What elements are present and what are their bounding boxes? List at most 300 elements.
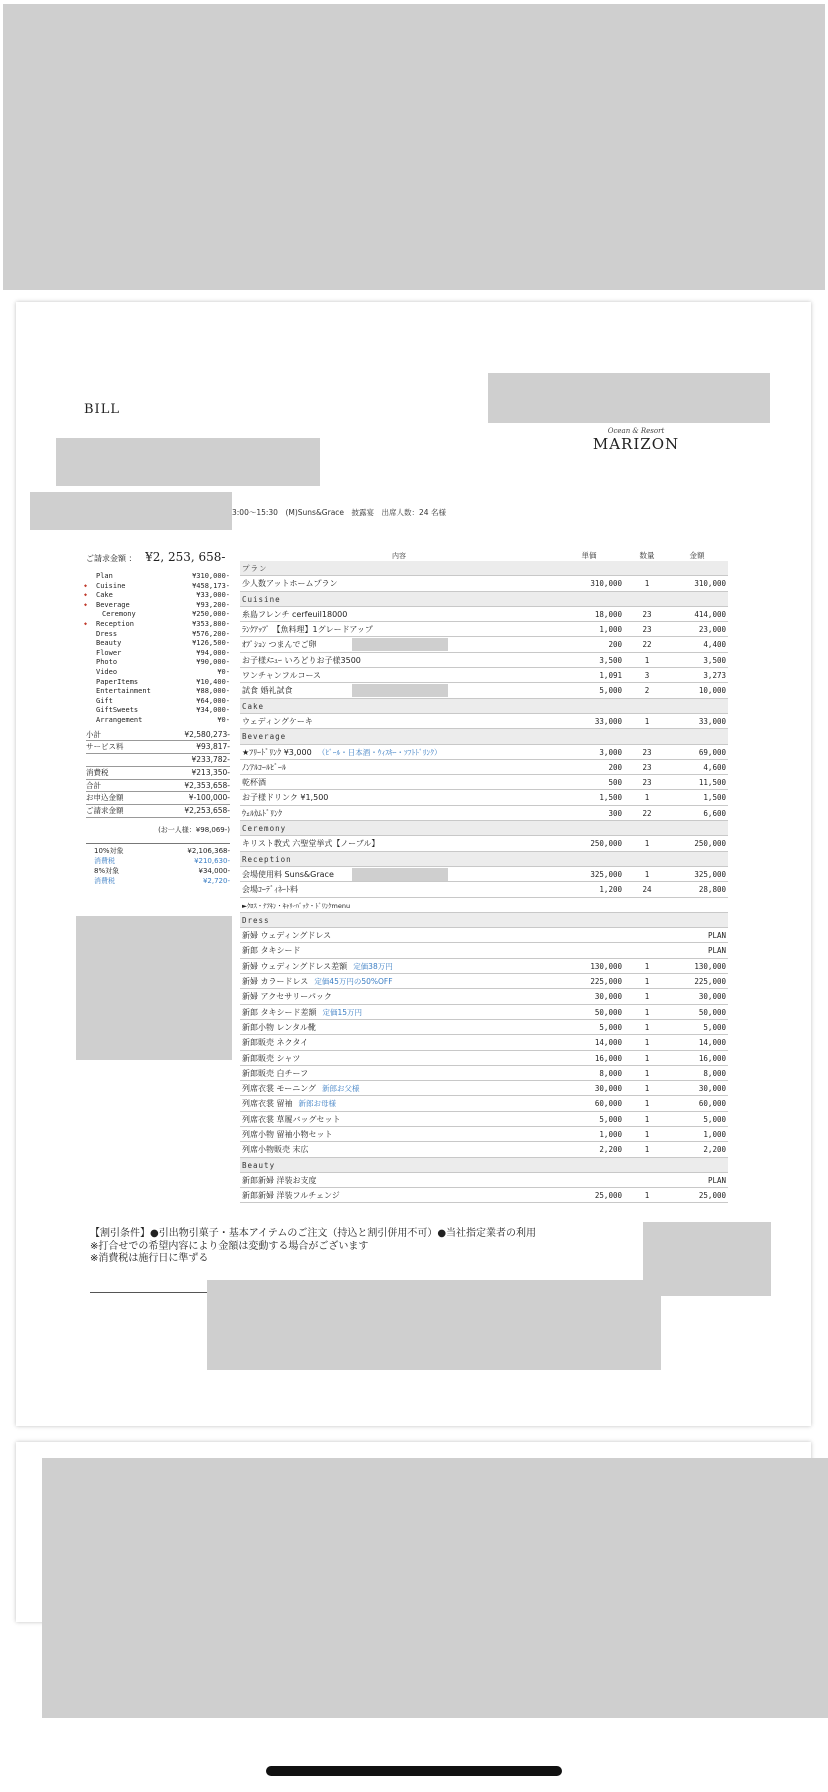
item-amount: 30,000 <box>698 992 726 1002</box>
table-row <box>240 1005 728 1020</box>
item-qty: 23 <box>642 778 652 788</box>
item-qty: 1 <box>644 977 650 987</box>
item-qty: 22 <box>642 640 652 650</box>
item-name: 列席小物販売 末広 <box>242 1145 309 1155</box>
item-amount: 130,000 <box>694 961 726 971</box>
table-row <box>240 683 728 698</box>
total-header <box>86 550 230 564</box>
category-name: ◆ Reception <box>86 620 134 630</box>
subtotal-label: 消費税 <box>86 767 109 777</box>
summary-column <box>86 550 230 886</box>
header-qty: 数量 <box>639 551 655 560</box>
item-amount: PLAN <box>707 931 726 941</box>
item-unit-price: 50,000 <box>594 1007 622 1017</box>
item-name: 列席衣裳 モーニング <box>242 1084 317 1094</box>
item-name: キリスト教式 六聖堂挙式【ノーブル】 <box>242 839 380 849</box>
item-name: 新郎 タキシード <box>242 946 301 956</box>
category-amount: ¥10,400- <box>196 677 230 686</box>
table-row <box>240 607 728 622</box>
subtotal-label: ご請求金額 <box>86 806 124 816</box>
item-qty: 1 <box>644 1068 650 1078</box>
category-name: ◆ Cake <box>86 591 113 601</box>
item-description <box>240 928 556 942</box>
item-amount: 8,000 <box>703 1068 726 1078</box>
table-row <box>240 882 728 897</box>
item-unit-price: 1,200 <box>599 885 622 895</box>
item-qty: 1 <box>644 1145 650 1155</box>
category-row <box>86 572 230 582</box>
header-desc: 内容 <box>392 552 406 560</box>
item-qty: 1 <box>644 1114 650 1124</box>
subtotal-row <box>86 792 230 805</box>
table-row <box>240 989 728 1004</box>
table-row <box>240 943 728 958</box>
subtotal-label: サービス料 <box>86 742 124 752</box>
item-qty: 1 <box>644 793 650 803</box>
tax-amount: ¥210,630- <box>194 857 230 866</box>
item-name: 新郎 タキシード差額 <box>242 1007 317 1017</box>
item-description <box>240 653 556 667</box>
table-row <box>240 668 728 683</box>
bill-title: BILL <box>84 402 120 417</box>
item-name: 列席衣裳 留袖 <box>242 1099 293 1109</box>
table-row <box>240 775 728 790</box>
category-amount: ¥64,000- <box>196 696 230 705</box>
subtotal-row <box>86 754 230 767</box>
section-header <box>240 852 728 867</box>
item-amount: PLAN <box>707 946 726 956</box>
item-unit-price: 30,000 <box>594 1084 622 1094</box>
item-qty <box>626 928 668 942</box>
item-name: 新婦 ウェディングドレス <box>242 931 332 941</box>
section-title: Dress <box>242 915 270 925</box>
item-name: 新婦 ウェディングドレス差額 <box>242 961 348 971</box>
table-row <box>240 653 728 668</box>
section-header <box>240 699 728 714</box>
item-amount: 60,000 <box>698 1099 726 1109</box>
tax-row <box>86 866 230 876</box>
item-qty: 1 <box>644 1099 650 1109</box>
item-description <box>240 1096 556 1110</box>
home-indicator[interactable] <box>266 1766 562 1776</box>
redacted-conditions-block <box>643 1222 771 1296</box>
category-list <box>86 572 230 726</box>
table-body <box>240 561 728 1203</box>
item-unit-price: 3,000 <box>599 747 622 757</box>
item-qty: 1 <box>644 1038 650 1048</box>
category-name: Ceremony <box>102 610 136 619</box>
category-amount: ¥94,000- <box>196 648 230 657</box>
tax-label: 消費税 <box>94 857 115 866</box>
table-row <box>240 1035 728 1050</box>
category-amount: ¥33,000- <box>196 591 230 600</box>
table-row <box>240 760 728 775</box>
section-title: Ceremony <box>242 824 287 834</box>
item-unit-price: 200 <box>608 762 622 772</box>
section-title: Cake <box>242 701 265 711</box>
subtotal-amount: ¥2,353,658- <box>184 780 230 790</box>
tax-row <box>86 846 230 856</box>
subtotal-row <box>86 741 230 754</box>
subtotal-row <box>86 805 230 818</box>
item-amount: 50,000 <box>698 1007 726 1017</box>
item-amount: 4,400 <box>703 640 726 650</box>
tax-label: 消費税 <box>94 877 115 886</box>
item-name: 会場ｺｰﾃﾞｨﾈｰﾄ料 <box>242 885 298 895</box>
header-amount: 金額 <box>689 551 705 560</box>
section-header <box>240 729 728 744</box>
item-name: 試食 婚礼試食 <box>242 686 293 696</box>
table-row <box>240 1112 728 1127</box>
item-note: 定価45万円の50%OFF <box>314 977 393 987</box>
item-amount: 5,000 <box>703 1022 726 1032</box>
category-row <box>86 687 230 697</box>
item-name: 乾杯酒 <box>242 778 266 788</box>
item-name: 少人数アットホームプラン <box>242 579 338 589</box>
item-amount: 6,600 <box>703 808 726 818</box>
category-amount: ¥126,500- <box>192 639 230 648</box>
item-unit-price: 1,091 <box>599 671 622 681</box>
item-amount: 414,000 <box>694 609 726 619</box>
item-unit-price: 130,000 <box>590 961 622 971</box>
item-amount: PLAN <box>707 1175 726 1185</box>
item-table <box>240 551 728 1203</box>
category-row <box>86 591 230 601</box>
table-row <box>240 1127 728 1142</box>
item-name: ｵﾌﾟｼｮﾝ つまんでご卵 <box>242 640 317 650</box>
redacted-item-detail <box>352 868 448 881</box>
table-row <box>240 637 728 652</box>
item-name: 新婦 カラードレス <box>242 977 309 987</box>
item-description <box>240 1112 556 1126</box>
item-unit-price <box>556 898 626 912</box>
category-amount: ¥576,200- <box>192 629 230 638</box>
item-description <box>240 1035 556 1049</box>
item-unit-price <box>556 943 626 957</box>
item-unit-price: 225,000 <box>590 977 622 987</box>
redacted-side-block <box>76 916 232 1060</box>
item-description <box>240 959 556 973</box>
redacted-item-detail <box>352 684 448 697</box>
item-qty: 23 <box>642 747 652 757</box>
table-row <box>240 974 728 989</box>
item-name: 新郎新婦 洋装フルチェンジ <box>242 1191 340 1201</box>
category-row <box>86 678 230 688</box>
item-description <box>240 683 556 697</box>
item-description <box>240 1173 556 1187</box>
item-note: 新郎お母様 <box>298 1099 337 1109</box>
item-amount: 1,500 <box>703 793 726 803</box>
item-description <box>240 898 556 912</box>
redacted-item-detail <box>352 638 448 651</box>
item-unit-price: 25,000 <box>594 1191 622 1201</box>
item-name: ワンチャンフルコース <box>242 671 322 681</box>
item-name: お子様ﾒﾆｭｰ いろどりお子様3500 <box>242 655 361 665</box>
table-row <box>240 1081 728 1096</box>
item-amount: 28,800 <box>698 885 726 895</box>
table-header <box>240 551 728 561</box>
item-amount: 225,000 <box>694 977 726 987</box>
item-qty <box>626 898 668 912</box>
category-name: Photo <box>96 658 118 667</box>
item-name: お子様ドリンク ¥1,500 <box>242 793 329 803</box>
item-qty: 1 <box>644 655 650 665</box>
item-qty: 1 <box>644 961 650 971</box>
category-amount: ¥93,200- <box>196 600 230 609</box>
section-title: Cuisine <box>242 594 281 604</box>
item-description <box>240 1142 556 1156</box>
item-description <box>240 943 556 957</box>
tax-amount: ¥2,106,368- <box>187 847 230 856</box>
item-description <box>240 790 556 804</box>
item-note: 定価38万円 <box>353 961 393 971</box>
item-name: ﾉﾝｱﾙｺｰﾙﾋﾞｰﾙ <box>242 762 286 772</box>
subtotal-row <box>86 729 230 742</box>
item-description <box>240 668 556 682</box>
item-amount: 4,600 <box>703 762 726 772</box>
subtotal-list <box>86 729 230 819</box>
brand-tagline: Ocean & Resort <box>607 427 665 435</box>
item-description <box>240 974 556 988</box>
item-amount: 250,000 <box>694 839 726 849</box>
event-info: 3:00～15:30 (M)Suns&Grace 披露宴 出席人数：24 名様 <box>232 508 446 517</box>
item-description <box>240 1066 556 1080</box>
condition-line: ※打合せでの希望内容により金額は変動する場合がございます <box>90 1240 369 1252</box>
item-name: ｳｪﾙｶﾑﾄﾞﾘﾝｸ <box>242 808 282 818</box>
item-unit-price: 250,000 <box>590 839 622 849</box>
item-unit-price: 5,000 <box>599 1022 622 1032</box>
category-amount: ¥250,000- <box>192 610 230 619</box>
redacted-header-block <box>3 4 825 290</box>
item-unit-price: 1,000 <box>599 1129 622 1139</box>
total-amount: ¥2, 253, 658- <box>145 550 226 564</box>
condition-line: 【割引条件】●引出物引菓子・基本アイテムのご注文（持込と割引併用不可）●当社指定業者の利用 <box>90 1228 537 1239</box>
item-name: 新郎販売 ネクタイ <box>242 1038 309 1048</box>
item-unit-price <box>556 928 626 942</box>
category-row <box>86 620 230 630</box>
item-description <box>240 806 556 820</box>
item-qty <box>626 943 668 957</box>
item-name: 新郎販売 白チーフ <box>242 1068 309 1078</box>
item-amount: 10,000 <box>698 686 726 696</box>
table-row <box>240 714 728 729</box>
category-amount: ¥0- <box>217 667 230 676</box>
item-description <box>240 1081 556 1095</box>
item-name: ウェディングケーキ <box>242 716 313 726</box>
category-amount: ¥458,173- <box>192 581 230 590</box>
item-amount: 69,000 <box>698 747 726 757</box>
section-header <box>240 821 728 836</box>
subtotal-amount: ¥2,253,658- <box>184 806 230 816</box>
item-unit-price: 16,000 <box>594 1053 622 1063</box>
item-unit-price: 300 <box>608 808 622 818</box>
item-description <box>240 622 556 636</box>
item-qty: 1 <box>644 1129 650 1139</box>
item-unit-price: 310,000 <box>590 579 622 589</box>
category-amount: ¥353,800- <box>192 619 230 628</box>
item-unit-price: 18,000 <box>594 609 622 619</box>
tax-breakdown <box>86 843 230 886</box>
item-qty: 2 <box>644 686 650 696</box>
condition-line: ※消費税は施行日に準ずる <box>90 1253 209 1264</box>
item-unit-price: 325,000 <box>590 869 622 879</box>
header-unit-price: 単価 <box>581 551 597 560</box>
section-header <box>240 913 728 928</box>
brand-logo <box>586 427 686 453</box>
subtotal-amount: ¥213,350- <box>191 767 230 777</box>
redacted-address-block <box>488 373 770 423</box>
item-qty: 1 <box>644 1084 650 1094</box>
category-row <box>86 639 230 649</box>
subtotal-amount: ¥2,580,273- <box>184 729 230 739</box>
item-name: 新婦 アクセサリーパック <box>242 992 332 1002</box>
item-amount: 2,200 <box>703 1145 726 1155</box>
section-title: Beverage <box>242 732 287 742</box>
category-amount: ¥88,000- <box>196 687 230 696</box>
section-header <box>240 561 728 576</box>
item-amount: 3,500 <box>703 655 726 665</box>
item-unit-price: 1,500 <box>599 793 622 803</box>
item-name: 糸島フレンチ cerfeuil18000 <box>242 609 348 619</box>
item-description <box>240 745 556 759</box>
category-name: Video <box>96 667 118 676</box>
item-note: 定価15万円 <box>322 1007 363 1017</box>
item-amount: 16,000 <box>698 1053 726 1063</box>
item-qty <box>626 1173 668 1187</box>
category-name: ◆ Beverage <box>86 601 130 611</box>
table-row <box>240 1142 728 1157</box>
category-row <box>86 610 230 620</box>
item-description <box>240 775 556 789</box>
table-row <box>240 867 728 882</box>
category-row <box>86 706 230 716</box>
item-amount: 325,000 <box>694 869 726 879</box>
total-label: ご請求金額 ： <box>86 554 137 563</box>
section-header <box>240 592 728 607</box>
table-row <box>240 928 728 943</box>
item-name: 列席小物 留袖小物セット <box>242 1129 333 1139</box>
subtotal-row <box>86 780 230 793</box>
redacted-footer-block <box>207 1280 661 1370</box>
table-row <box>240 1066 728 1081</box>
category-name: Entertainment <box>96 687 151 696</box>
category-row <box>86 697 230 707</box>
category-amount: ¥0- <box>217 715 230 724</box>
table-row <box>240 745 728 760</box>
per-person-amount: (お一人様：¥98,069-) <box>158 826 230 835</box>
subtotal-label: お申込金額 <box>86 793 124 803</box>
tax-amount: ¥2,720- <box>202 877 230 886</box>
table-row <box>240 1051 728 1066</box>
item-amount: 1,000 <box>703 1129 726 1139</box>
section-title: Beauty <box>242 1160 276 1170</box>
category-name: Dress <box>96 629 118 638</box>
category-row <box>86 649 230 659</box>
subtotal-amount: ¥93,817- <box>196 742 230 752</box>
item-amount: 14,000 <box>698 1038 726 1048</box>
tax-row <box>86 856 230 866</box>
item-name: ►ｸﾛｽ・ﾅﾌｷﾝ・ｷｬﾘｰﾊﾞｯｸ・ﾄﾞﾘﾝｸmenu <box>242 901 351 910</box>
item-name: ﾗﾝｸｱｯﾌﾟ 【魚料理】1グレードアップ <box>242 625 373 635</box>
table-row <box>240 1020 728 1035</box>
section-title: プラン <box>242 564 268 573</box>
table-row <box>240 622 728 637</box>
item-qty: 1 <box>644 839 650 849</box>
item-description <box>240 867 556 881</box>
category-name: GiftSweets <box>96 706 139 715</box>
category-amount: ¥310,000- <box>192 572 230 580</box>
category-name: Arrangement <box>96 715 143 724</box>
table-row <box>240 1096 728 1111</box>
item-amount: 11,500 <box>698 778 726 788</box>
subtotal-row <box>86 767 230 780</box>
item-unit-price: 2,200 <box>599 1145 622 1155</box>
item-qty: 1 <box>644 869 650 879</box>
redacted-recipient-block <box>56 438 320 486</box>
table-row <box>240 790 728 805</box>
item-description <box>240 1051 556 1065</box>
category-name: Gift <box>96 696 113 705</box>
item-description <box>240 637 556 651</box>
item-unit-price: 33,000 <box>594 716 622 726</box>
item-description <box>240 714 556 728</box>
item-amount: 5,000 <box>703 1114 726 1124</box>
item-amount: 3,273 <box>703 671 726 681</box>
category-name: Flower <box>96 648 122 657</box>
item-name: 新郎販売 シャツ <box>242 1053 301 1063</box>
item-name: ★ﾌﾘｰﾄﾞﾘﾝｸ ¥3,000 <box>242 747 312 757</box>
tax-row <box>86 876 230 886</box>
category-row <box>86 630 230 640</box>
category-row <box>86 668 230 678</box>
item-qty: 1 <box>644 1022 650 1032</box>
item-unit-price: 5,000 <box>599 1114 622 1124</box>
item-qty: 1 <box>644 579 650 589</box>
item-qty: 1 <box>644 1053 650 1063</box>
brand-name: MARIZON <box>592 435 680 453</box>
tax-amount: ¥34,000- <box>198 867 230 876</box>
item-note: （ﾋﾞｰﾙ・日本酒・ｳｨｽｷｰ・ｿﾌﾄﾄﾞﾘﾝｸ） <box>317 747 442 757</box>
category-row <box>86 601 230 611</box>
item-amount: 23,000 <box>698 625 726 635</box>
tax-label: 10%対象 <box>94 847 124 856</box>
item-unit-price: 60,000 <box>594 1099 622 1109</box>
category-row <box>86 716 230 726</box>
item-amount: 25,000 <box>698 1191 726 1201</box>
tax-label: 8%対象 <box>94 867 120 876</box>
table-row <box>240 959 728 974</box>
item-unit-price: 14,000 <box>594 1038 622 1048</box>
category-name: PaperItems <box>96 677 139 686</box>
subtotal-amount: ¥233,782- <box>191 755 230 765</box>
category-name: Beauty <box>96 639 122 648</box>
item-qty: 24 <box>642 885 652 895</box>
discount-conditions <box>90 1228 650 1266</box>
item-unit-price: 30,000 <box>594 992 622 1002</box>
item-unit-price: 500 <box>608 778 622 788</box>
redacted-second-page <box>42 1458 828 1718</box>
item-description <box>240 1005 556 1019</box>
item-description <box>240 836 556 850</box>
subtotal-amount: ¥-100,000- <box>188 793 230 803</box>
table-row <box>240 806 728 821</box>
item-note: 新郎お父様 <box>322 1084 360 1094</box>
item-unit-price: 5,000 <box>599 686 622 696</box>
category-row <box>86 658 230 668</box>
item-amount: 30,000 <box>698 1084 726 1094</box>
item-description <box>240 607 556 621</box>
item-unit-price: 200 <box>608 640 622 650</box>
